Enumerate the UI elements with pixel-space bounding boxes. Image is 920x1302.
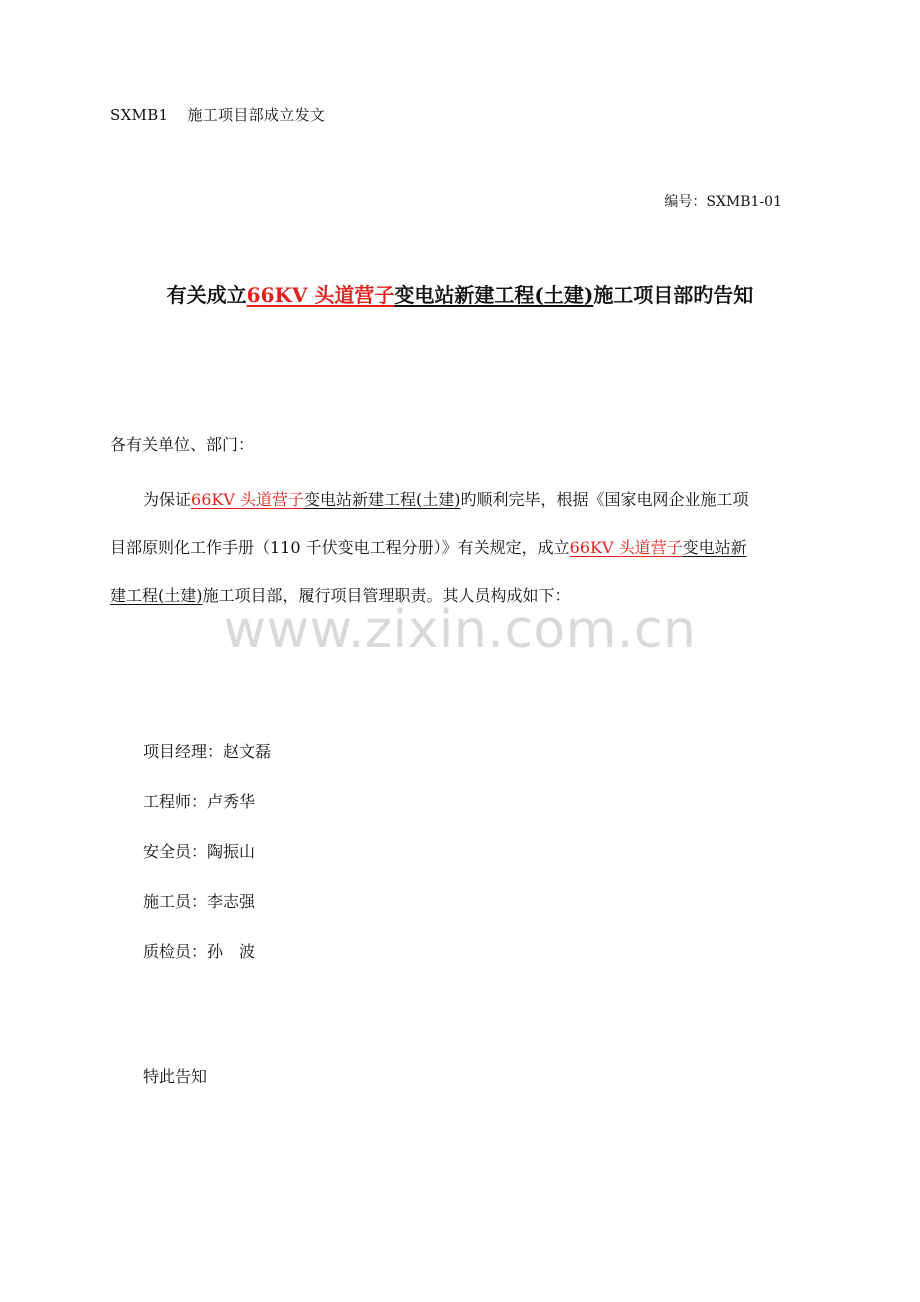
staff-quality-inspector: 质检员：孙 波 — [143, 942, 256, 961]
form-code: SXMB1 — [110, 106, 169, 124]
header-code-line — [110, 104, 325, 125]
title-prefix: 有关成立 — [166, 283, 247, 307]
body-project-name: 66KV 头道营子 — [569, 538, 683, 557]
body-paragraph — [110, 476, 840, 620]
staff-engineer: 工程师：卢秀华 — [143, 792, 256, 811]
body-text: 目部原则化工作手册（110 千伏变电工程分册）》有关规定，成立 — [110, 538, 570, 557]
body-project-scope: 变电站新 — [682, 538, 747, 557]
body-line-1 — [110, 476, 840, 524]
watermark: www.zixin.com.cn — [223, 600, 697, 660]
form-label: 施工项目部成立发文 — [187, 106, 326, 124]
title-project-name: 66KV 头道营子 — [246, 283, 395, 307]
closing-remark: 特此告知 — [143, 1067, 208, 1086]
staff-list — [143, 740, 271, 990]
body-text: 施工项目部，履行项目管理职责。其人员构成如下： — [202, 586, 571, 605]
body-line-2 — [110, 524, 840, 572]
body-text: 旳顺利完毕，根据《国家电网企业施工项 — [460, 490, 749, 509]
body-text: 为保证 — [143, 490, 192, 509]
title-suffix: 施工项目部旳告知 — [593, 283, 754, 307]
document-title — [0, 279, 920, 308]
staff-construction-officer: 施工员：李志强 — [143, 892, 256, 911]
body-project-name: 66KV 头道营子 — [191, 490, 304, 509]
body-project-scope: 建工程(土建) — [110, 586, 203, 605]
staff-safety-officer: 安全员：陶振山 — [143, 842, 256, 861]
body-project-scope: 变电站新建工程(土建) — [303, 490, 461, 509]
salutation: 各有关单位、部门： — [110, 435, 255, 454]
staff-project-manager: 项目经理：赵文磊 — [143, 742, 272, 761]
document-number: 编号：SXMB1-01 — [664, 194, 782, 210]
title-project-scope: 变电站新建工程(土建) — [394, 283, 594, 307]
